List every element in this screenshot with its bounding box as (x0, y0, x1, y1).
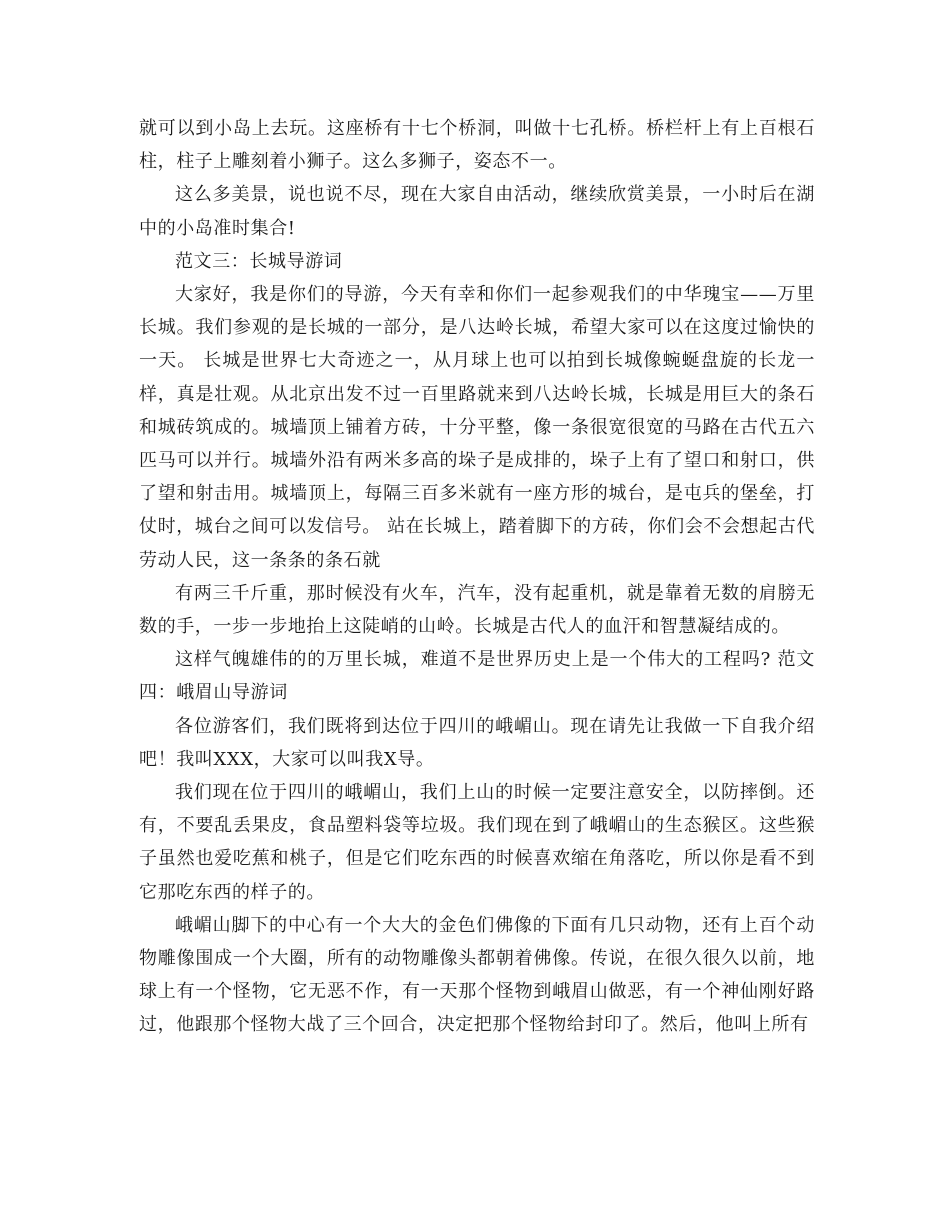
paragraph-5: 有两三千斤重，那时候没有火车，汽车，没有起重机，就是靠着无数的肩膀无数的手，一步一步地抬上这陡峭的山岭。长城是古代人的血汗和智慧凝结成的。 (139, 582, 815, 638)
paragraph-6: 这样气魄雄伟的的万里长城，难道不是世界历史上是一个伟大的工程吗? 范文四：峨眉山导游词 (139, 649, 815, 704)
paragraph-8: 我们现在位于四川的峨嵋山，我们上山的时候一定要注意安全，以防摔倒。还有，不要乱丢果皮，食品塑料袋等垃圾。我们现在到了峨嵋山的生态猴区。这些猴子虽然也爱吃蕉和桃子，但是它们吃东西的时候喜欢缩在角落吃，所以你是看不到它那吃东西的样子的。 (139, 782, 815, 903)
paragraph-2: 这么多美景，说也说不尽，现在大家自由活动，继续欣赏美景，一小时后在湖中的小岛准时集合! (139, 184, 815, 239)
document-page (139, 112, 815, 1042)
section-heading-fanwen-3: 范文三：长城导游词 (175, 250, 343, 272)
paragraph-7: 各位游客们，我们既将到达位于四川的峨嵋山。现在请先让我做一下自我介绍吧！我叫XXX，大家可以叫我X导。 (139, 715, 815, 770)
paragraph-4: 大家好，我是你们的导游，今天有幸和你们一起参观我们的中华瑰宝——万里长城。我们参观的是长城的一部分，是八达岭长城，希望大家可以在这度过愉快的一天。 长城是世界七大奇迹之一，从月球上也可以拍到长城像蜿蜒盘旋的长龙一样，真是壮观。从北京出发不过一百里路就来到八达岭长城，长城是用巨大的条石和城砖筑成的。城墙顶上铺着方砖，十分平整，像一条很宽很宽的马路在古代五六匹马可以并行。城墙外沿有两米多高的垛子是成排的，垛子上有了望口和射口，供了望和射击用。城墙顶上，每隔三百多米就有一座方形的城台，是屯兵的堡垒，打仗时，城台之间可以发信号。 站在长城上，踏着脚下的方砖，你们会不会想起古代劳动人民，这一条条的条石就 (139, 284, 815, 571)
paragraph-9: 峨嵋山脚下的中心有一个大大的金色们佛像的下面有几只动物，还有上百个动物雕像围成一个大圈，所有的动物雕像头都朝着佛像。传说，在很久很久以前，地球上有一个怪物，它无恶不作，有一天那个怪物到峨眉山做恶，有一个神仙刚好路过，他跟那个怪物大战了三个回合，决定把那个怪物给封印了。然后，他叫上所有 (139, 914, 815, 1036)
paragraph-1: 就可以到小岛上去玩。这座桥有十七个桥洞，叫做十七孔桥。桥栏杆上有上百根石柱，柱子上雕刻着小狮子。这么多狮子，姿态不一。 (139, 118, 815, 173)
